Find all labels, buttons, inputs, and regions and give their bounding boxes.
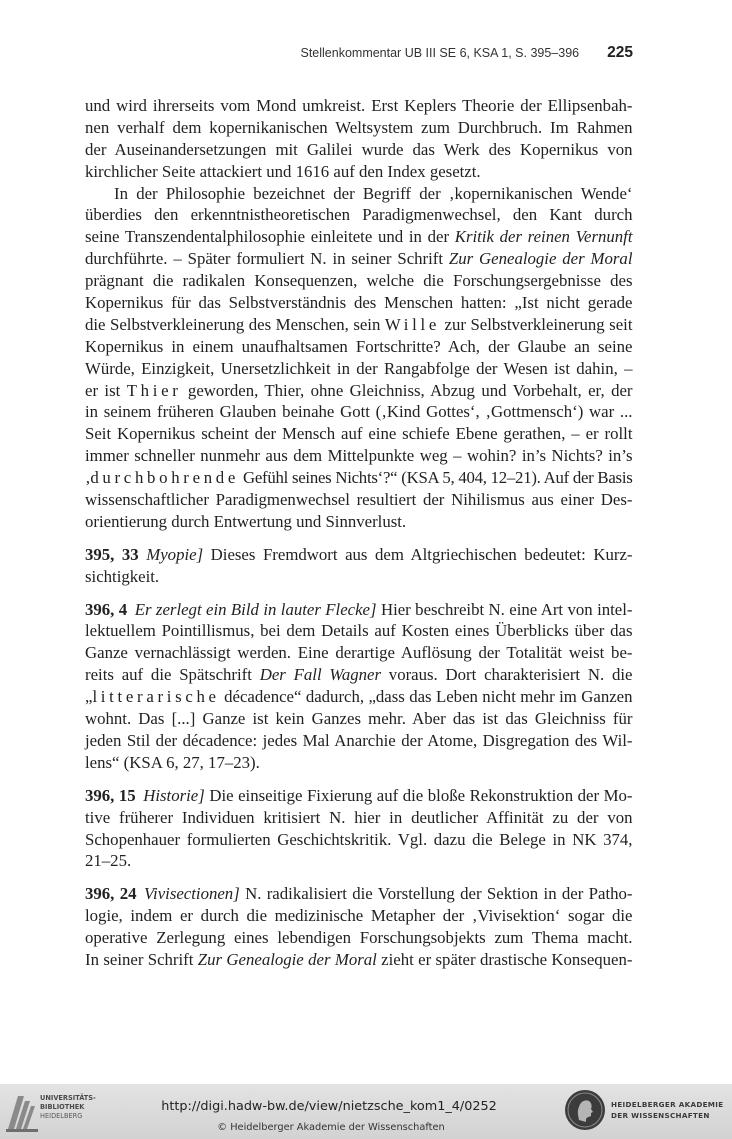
commentary-text: N. radikalisiert die Vorstellung der Sektion in der Patho- <box>239 884 633 904</box>
text-line <box>85 226 633 248</box>
text-line <box>85 949 633 971</box>
line-text: und wird ihrerseits vom Mond umkreist. Erst Keplers Theorie der Ellipsenbah- <box>85 96 633 115</box>
text-line <box>85 204 633 226</box>
commentary-entry <box>85 599 633 774</box>
text-segment: reits auf die Spätschrift <box>85 665 260 685</box>
line-text: Ganze vernachlässigt werden. Eine derartige Auflösung der Totalität weist be- <box>85 643 633 663</box>
commentary-text: Hier beschreibt N. eine Art von intel- <box>376 599 633 619</box>
text-segment: seine Transzendentalphilosophie einleitete und in der <box>85 227 455 247</box>
text-line <box>85 850 633 872</box>
text-line <box>85 489 633 511</box>
text-line <box>85 161 633 183</box>
line-text <box>85 380 633 402</box>
text-line <box>114 183 633 205</box>
line-text: nen verhalf dem kopernikanischen Weltsystem zum Durchbruch. Im Rahmen <box>85 117 633 137</box>
line-text: der Auseinandersetzungen mit Galilei wurde das Werk des Kopernikus von <box>85 139 633 159</box>
line-text: kirchlicher Seite attackiert und 1616 auf den Index gesetzt. <box>85 161 481 181</box>
commentary-entry <box>85 544 633 588</box>
text-line <box>85 314 633 336</box>
text-line <box>85 883 633 905</box>
text-line <box>85 511 633 533</box>
lemma: Vivisectionen] <box>144 884 240 904</box>
text-segment: er ist <box>85 380 127 400</box>
academy-name-line: HEIDELBERGER AKADEMIE <box>611 1100 724 1109</box>
lemma: Historie] <box>143 785 205 805</box>
academy-seal-icon[interactable] <box>564 1089 606 1131</box>
book-title: Kritik der reinen Vernunft <box>454 227 633 247</box>
line-text <box>85 664 633 686</box>
line-text <box>85 314 633 336</box>
line-text: Kopernikus in einem unaufhaltsamen Fortschritte? Ach, der Glaube an seine <box>85 336 633 356</box>
commentary-text: Dieses Fremdwort aus dem Altgriechischen bedeutet: Kurz- <box>203 544 633 564</box>
text-line <box>85 785 633 807</box>
spaced-emphasis: durchbohrende <box>90 468 240 488</box>
text-segment: zur Selbstverkleinerung seit <box>439 314 633 334</box>
text-segment: voraus. Dort charakterisiert N. die <box>381 665 633 685</box>
paragraph <box>85 183 633 533</box>
lemma: Er zerlegt ein Bild in lauter Flecke] <box>134 599 377 619</box>
footer-bar <box>0 1084 732 1139</box>
line-text: wohnt. Das [...] Ganze ist kein Ganzes mehr. Aber das ist das Gleichniss für <box>85 709 633 729</box>
line-text: 21–25. <box>85 851 132 871</box>
text-line <box>85 292 633 314</box>
text-line <box>85 752 633 774</box>
academy-name[interactable] <box>611 1099 723 1121</box>
line-text <box>85 544 633 566</box>
spaced-emphasis: litterarische <box>92 687 220 707</box>
text-line <box>85 599 633 621</box>
line-text: lektuellem Pointillismus, bei dem Details auf Kosten eines Überblicks über das <box>85 621 633 641</box>
line-text <box>85 785 633 807</box>
line-text: logie, indem er durch die medizinische Metapher der ‚Vivisektion‘ sogar die <box>85 906 633 926</box>
line-text <box>85 467 633 489</box>
lemma-reference: 396, 24 <box>85 884 137 904</box>
line-text: in seinem früheren Glauben beinahe Gott (‚Kind Gottes‘, ‚Gottmensch‘) war ... <box>85 402 633 422</box>
line-text <box>85 686 633 708</box>
line-text: wissenschaftlicher Paradigmenwechsel resultiert der Nihilismus aus einer Des- <box>85 490 633 510</box>
book-title: Zur Genealogie der Moral <box>448 249 633 269</box>
line-text <box>85 949 633 971</box>
line-text <box>85 248 633 270</box>
text-line <box>85 708 633 730</box>
text-line <box>85 620 633 642</box>
permalink-url[interactable]: http://digi.hadw-bw.de/view/nietzsche_kom1_4/0252 <box>161 1099 497 1114</box>
text-line <box>85 445 633 467</box>
text-line <box>85 664 633 686</box>
line-text: prägnant die radikalen Konsequenzen, welche die Forschungsergebnisse des <box>85 271 633 291</box>
text-line <box>85 642 633 664</box>
lemma-reference: 396, 4 <box>85 599 128 619</box>
lemma: Myopie] <box>146 544 204 564</box>
lemma-reference: 396, 15 <box>85 785 136 805</box>
text-segment: ‚ <box>85 468 91 488</box>
commentary-text: Die einseitige Fixierung auf die bloße Rekonstruktion der Mo- <box>204 785 633 805</box>
book-title: Der Fall Wagner <box>259 665 381 685</box>
spaced-emphasis: Wille <box>384 314 440 334</box>
text-segment: In seiner Schrift <box>85 949 198 969</box>
line-text: In der Philosophie bezeichnet der Begriff der ‚kopernikanischen Wende‘ <box>114 183 633 203</box>
text-line <box>85 401 633 423</box>
line-text: immer schneller nunmehr aus dem Mittelpunkte weg – wohin? in’s Nichts? in’s <box>85 446 633 466</box>
text-line <box>85 829 633 851</box>
text-line <box>85 467 633 489</box>
book-title: Zur Genealogie der Moral <box>197 949 377 969</box>
line-text <box>85 883 633 905</box>
line-text: orientierung durch Entwertung und Sinnverlust. <box>85 511 407 531</box>
text-segment: Gefühl seines Nichts‘?“ (KSA 5, 404, 12–21). Auf der Basis <box>239 468 633 488</box>
text-line <box>85 117 633 139</box>
line-text: Würde, Einzigkeit, Unersetzlichkeit in der Rangabfolge der Wesen ist dahin, – <box>85 358 633 378</box>
commentary-entry <box>85 883 633 971</box>
paragraph <box>85 95 633 183</box>
logo-line: BIBLIOTHEK <box>40 1103 85 1111</box>
text-line <box>85 544 633 566</box>
text-line <box>85 730 633 752</box>
text-segment: geworden, Thier, ohne Gleichniss, Abzug und Vorbehalt, er, der <box>181 380 633 400</box>
line-text: Schopenhauer formulierten Geschichtskritik. Vgl. dazu die Belege in NK 374, <box>85 829 633 849</box>
line-text: überdies den erkenntnistheoretischen Paradigmenwechsel, den Kant durch <box>85 205 633 225</box>
line-text <box>85 599 633 621</box>
lemma-reference: 395, 33 <box>85 544 139 564</box>
text-line <box>85 380 633 402</box>
text-line <box>85 139 633 161</box>
line-text: Seit Kopernikus scheint der Mensch auf eine schiefe Ebene gerathen, – er rollt <box>85 424 633 444</box>
text-segment: décadence“ dadurch, „dass das Leben nicht mehr im Ganzen <box>219 687 633 707</box>
running-header <box>300 44 633 62</box>
text-line <box>85 336 633 358</box>
text-line <box>85 358 633 380</box>
logo-line: HEIDELBERG <box>40 1112 83 1120</box>
text-line <box>85 686 633 708</box>
line-text: jeden Stil der décadence: jedes Mal Anarchie der Atome, Disgregation des Wil- <box>85 730 633 750</box>
academy-name-line: DER WISSENSCHAFTEN <box>611 1111 710 1120</box>
logo-line: UNIVERSITÄTS- <box>40 1094 96 1102</box>
copyright-notice: © Heidelberger Akademie der Wissenschaften <box>217 1122 445 1133</box>
text-segment: die Selbstverkleinerung des Menschen, sein <box>85 314 385 334</box>
spaced-emphasis: Thier <box>126 380 182 400</box>
text-line <box>85 248 633 270</box>
text-segment: zieht er später drastische Konsequen- <box>376 949 633 969</box>
commentary-entry <box>85 785 633 873</box>
text-segment: „ <box>85 687 93 707</box>
academy-seal-graphic <box>564 1089 606 1131</box>
running-title: Stellenkommentar UB III SE 6, KSA 1, S. 395–396 <box>300 46 580 60</box>
text-line <box>85 927 633 949</box>
text-line <box>85 566 633 588</box>
page-number: 225 <box>607 44 633 61</box>
text-line <box>85 905 633 927</box>
line-text <box>85 226 633 248</box>
text-line <box>85 423 633 445</box>
text-segment: durchführte. – Später formuliert N. in seiner Schrift <box>85 249 449 269</box>
page-body <box>85 95 633 982</box>
line-text: operative Zerlegung eines lebendigen Forschungsobjekts zum Thema macht. <box>85 928 633 948</box>
line-text: sichtigkeit. <box>85 566 160 586</box>
line-text: tive früherer Individuen kritisiert N. hier in deutlicher Affinität zu der von <box>85 807 633 827</box>
text-line <box>85 270 633 292</box>
text-line <box>85 95 633 117</box>
line-text: Kopernikus für das Selbstverständnis des Menschen hatten: „Ist nicht gerade <box>85 293 633 313</box>
line-text: lens“ (KSA 6, 27, 17–23). <box>85 752 260 772</box>
text-line <box>85 807 633 829</box>
